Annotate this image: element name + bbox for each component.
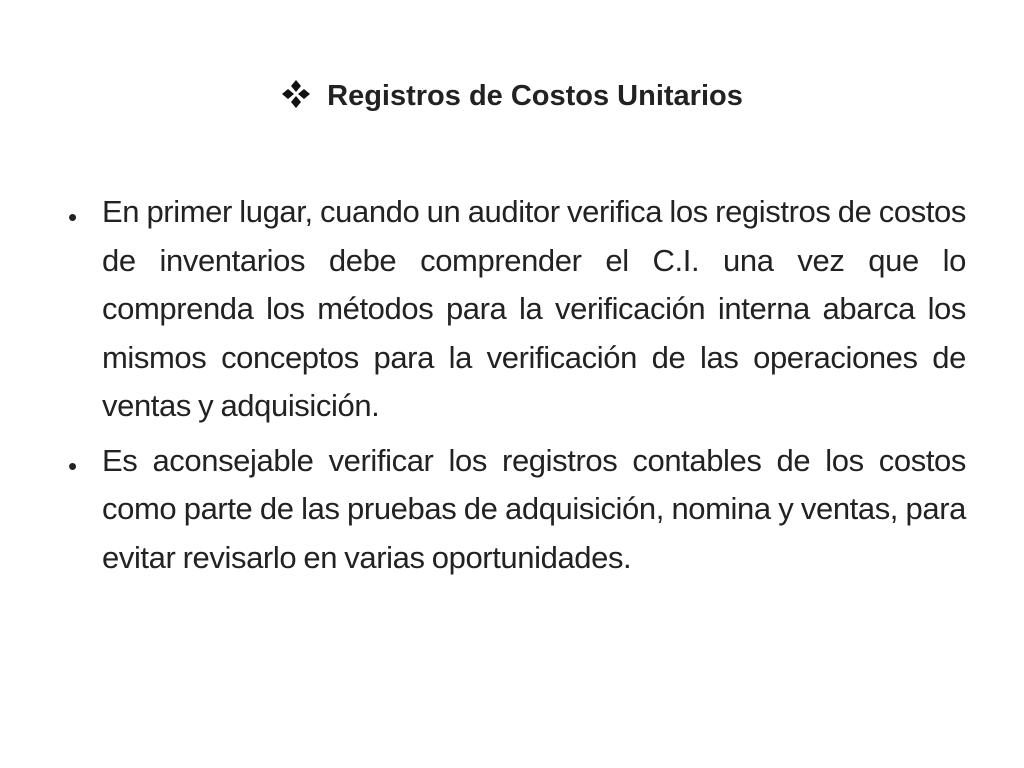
bullet-item [62,437,966,583]
bullet-item [62,188,966,431]
bullet-text: En primer lugar, cuando un auditor verifica los registros de costos de inventarios debe comprender el C.I. una vez que lo comprenda los métodos para la verificación interna abarca los mismos conceptos para la verificación de las operaciones de ventas y adquisición. [102,194,966,423]
four-diamonds-icon [281,79,311,109]
bullet-list [62,188,966,588]
bullet-marker: • [68,202,78,232]
slide-title: Registros de Costos Unitarios [327,80,743,112]
slide-title-row [0,74,1024,118]
bullet-text: Es aconsejable verificar los registros contables de los costos como parte de las pruebas de adquisición, nomina y ventas, para evitar revisarlo en varias oportunidades. [102,442,966,575]
bullet-marker: • [68,450,78,481]
